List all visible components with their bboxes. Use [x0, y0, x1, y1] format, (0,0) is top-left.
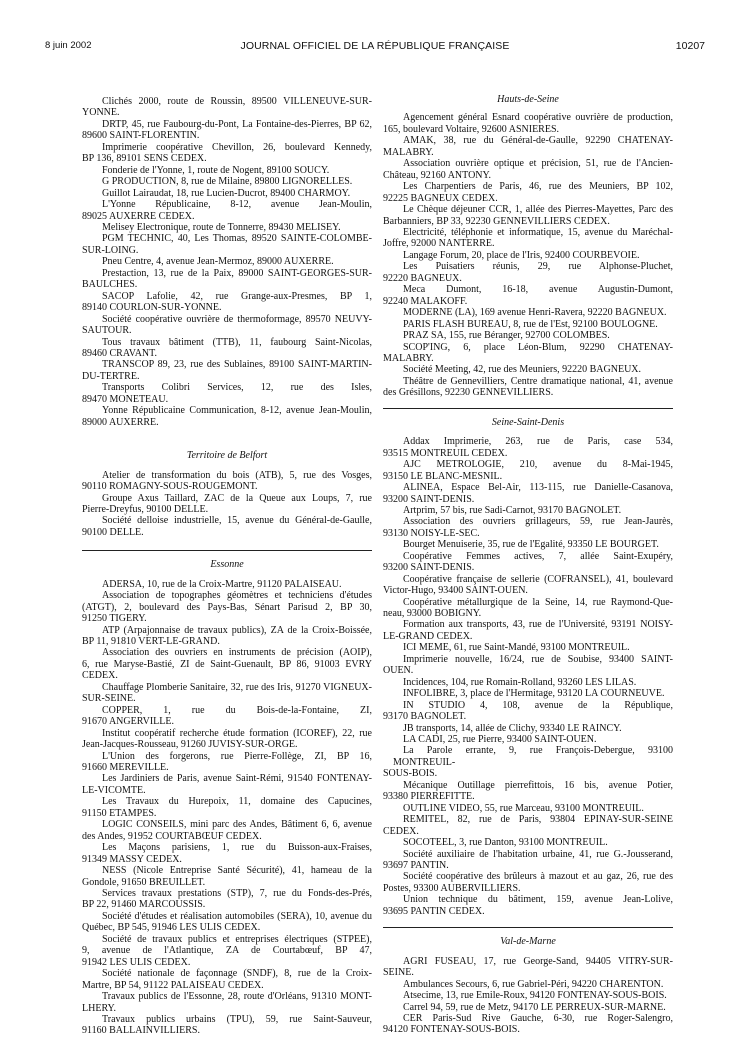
entry-line: IN STUDIO 4, 108, avenue de la République, — [403, 699, 673, 711]
directory-entry — [383, 158, 673, 181]
entry-line: ALINEA, Espace Bel-Air, 113-115, rue Danielle-Casanova, — [403, 482, 673, 494]
entry-line: 165, boulevard Voltaire, 92600 ASNIERES. — [383, 123, 560, 135]
directory-entry — [383, 642, 673, 653]
entry-line: Fonderie de l'Yonne, 1, route de Nogent, 89100 SOUCY. — [102, 164, 330, 176]
entry-line: L'Yonne Républicaine, 8-12, avenue Jean-Moulin, — [102, 199, 372, 211]
directory-entry — [82, 647, 372, 681]
directory-entry — [82, 382, 372, 405]
entry-line: Clichés 2000, route de Roussin, 89500 VILLENEUVE-SUR- — [102, 96, 372, 107]
entry-line: 91150 ETAMPES. — [82, 807, 157, 819]
entry-line: SUR-SEINE. — [82, 693, 136, 705]
entry-line: Société Meeting, 42, rue des Meuniers, 92220 BAGNEUX. — [403, 364, 642, 376]
entry-line: PGM TECHNIC, 40, Les Thomas, 89520 SAINTE-COLOMBE- — [102, 233, 372, 245]
directory-entry — [383, 181, 673, 204]
directory-entry — [383, 979, 673, 990]
entry-line: Québec, BP 545, 91946 LES ULIS CEDEX. — [82, 922, 261, 934]
directory-entry — [383, 654, 673, 677]
entry-line: 92240 MALAKOFF. — [383, 295, 468, 307]
entry-line: BP 136, 89101 SENS CEDEX. — [82, 153, 207, 165]
directory-entry — [82, 728, 372, 751]
entry-line: Pierre-Dreyfus, 90100 DELLE. — [82, 503, 209, 515]
entry-line: DU-TERTRE. — [82, 370, 140, 382]
directory-entry — [383, 1013, 673, 1036]
entry-line: Meca Dumont, 16-18, avenue Augustin-Dumont, — [403, 284, 673, 296]
entry-line: 91660 MEREVILLE. — [82, 762, 169, 774]
directory-entry — [82, 233, 372, 256]
entry-line: Association de topographes géomètres et techniciens d'études — [102, 590, 372, 602]
entry-line: Tous travaux bâtiment (TTB), 11, faubourg Saint-Nicolas, — [102, 336, 372, 348]
entry-line: des Andes, 91952 COURTABŒUF CEDEX. — [82, 830, 262, 842]
entry-line: 93200 SAINT-DENIS. — [383, 493, 475, 505]
entry-line: 90110 ROMAGNY-SOUS-ROUGEMONT. — [82, 481, 258, 493]
entry-line: Société coopérative ouvrière de thermoformage, 89570 NEUVY- — [102, 313, 372, 325]
entry-line: CEDEX. — [82, 670, 118, 682]
entry-line: OUTLINE VIDEO, 55, rue Marceau, 93100 MONTREUIL. — [403, 802, 644, 814]
entry-line: 89470 MONETEAU. — [82, 393, 169, 405]
directory-entry — [82, 515, 372, 538]
entry-line: Coopérative métallurgique de la Seine, 14, rue Raymond-Que- — [403, 596, 673, 608]
entry-line: TRANSCOP 89, 23, rue des Sublaines, 89100 SAINT-MARTIN- — [102, 359, 372, 371]
entry-line: Union technique du bâtiment, 159, avenue Jean-Lolive, — [403, 894, 673, 906]
entry-line: JB transports, 14, allée de Clichy, 93340 LE RAINCY. — [403, 722, 622, 734]
entry-line: Imprimerie nouvelle, 16/24, rue de Soubise, 93400 SAINT- — [403, 653, 673, 665]
entry-line: Ambulances Secours, 6, rue Gabriel-Péri, 94220 CHARENTON. — [403, 978, 664, 990]
entry-line: LA CADI, 25, rue Pierre, 93400 SAINT-OUEN. — [403, 734, 597, 746]
entry-line: Atsecime, 13, rue Emile-Roux, 94120 FONTENAY-SOUS-BOIS. — [403, 990, 667, 1002]
directory-entry — [383, 330, 673, 341]
entry-line: BP 11, 91810 VERT-LE-GRAND. — [82, 636, 220, 648]
entry-line: Mécanique Outillage pierrefittois, 16 bis, avenue Potier, — [403, 779, 673, 791]
entries-essonne — [82, 579, 372, 1037]
entry-line: Chauffage Plomberie Sanitaire, 32, rue des Iris, 91270 VIGNEUX- — [102, 681, 372, 693]
entry-line: AJC METROLOGIE, 210, avenue du 8-Mai-1945, — [403, 459, 673, 471]
entry-line: Association ouvrière optique et précision, 51, rue de l'Ancien- — [403, 158, 673, 170]
directory-entry — [82, 470, 372, 493]
entry-line: ADERSA, 10, rue de la Croix-Martre, 91120 PALAISEAU. — [102, 578, 342, 590]
directory-entry — [383, 376, 673, 399]
directory-entry — [383, 307, 673, 318]
directory-entry — [383, 482, 673, 505]
entry-line: 93695 PANTIN CEDEX. — [383, 905, 485, 917]
directory-entry — [82, 199, 372, 222]
entries-belfort — [82, 470, 372, 539]
entry-line: Imprimerie coopérative Chevillon, 26, boulevard Kennedy, — [102, 141, 372, 153]
entry-line: INFOLIBRE, 3, place de l'Hermitage, 93120 LA COURNEUVE. — [403, 688, 665, 700]
directory-entry — [383, 112, 673, 135]
directory-entry — [82, 751, 372, 774]
entry-line: Château, 92160 ANTONY. — [383, 169, 491, 181]
entry-line: Atelier de transformation du bois (ATB), 5, rue des Vosges, — [102, 469, 372, 481]
directory-entry — [82, 911, 372, 934]
entry-line: 91160 BALLAINVILLIERS. — [82, 1025, 200, 1037]
directory-entry — [82, 176, 372, 187]
entry-line: Les Jardiniers de Paris, avenue Saint-Rémi, 91540 FONTENAY- — [102, 773, 372, 785]
entry-line: Addax Imprimerie, 263, rue de Paris, case 534, — [403, 436, 673, 448]
entry-line: Association des ouvriers grillageurs, 59, rue Jean-Jaurès, — [403, 516, 673, 528]
directory-entry — [82, 819, 372, 842]
entry-line: SEINE. — [383, 967, 414, 979]
directory-entry — [82, 256, 372, 267]
entry-line: Victor-Hugo, 93400 SAINT-OUEN. — [383, 585, 528, 597]
entry-line: Martre, BP 54, 91122 PALAISEAU CEDEX. — [82, 979, 264, 991]
section-title-hauts-de-seine: Hauts-de-Seine — [497, 94, 559, 105]
entry-line: Melisey Electronique, route de Tonnerre, 89430 MELISEY. — [102, 221, 341, 233]
entry-line: 91942 LES ULIS CEDEX. — [82, 956, 191, 968]
issue-date: 8 juin 2002 — [45, 40, 92, 51]
directory-entry — [383, 837, 673, 848]
directory-entry — [383, 745, 673, 779]
directory-entry — [383, 677, 673, 688]
directory-entry — [383, 956, 673, 979]
directory-entry — [82, 359, 372, 382]
directory-entry — [383, 871, 673, 894]
directory-entry — [82, 119, 372, 142]
entry-line: 93515 MONTREUIL CEDEX. — [383, 447, 508, 459]
directory-entry — [383, 516, 673, 539]
directory-entry — [383, 619, 673, 642]
entry-line: 93697 PANTIN. — [383, 860, 449, 871]
entry-line: Travaux publics de l'Essonne, 28, route d'Orléans, 91310 MONT- — [102, 991, 372, 1003]
entries-yonne — [82, 96, 372, 428]
entry-line: SUR-LOING. — [82, 244, 139, 256]
entry-line: PARIS FLASH BUREAU, 8, rue de l'Est, 92100 BOULOGNE. — [403, 318, 658, 330]
entry-line: LE-VICOMTE. — [82, 784, 146, 796]
entry-line: MALABRY. — [383, 146, 434, 158]
entry-line: Groupe Axus Taillard, ZAC de la Queue aux Loups, 7, rue — [102, 492, 372, 504]
directory-entry — [82, 934, 372, 968]
directory-entry — [82, 337, 372, 360]
entry-line: Travaux publics urbains (TPU), 59, rue Saint-Sauveur, — [102, 1013, 372, 1025]
entry-line: Institut coopératif recherche étude formation (ICOREF), 22, rue — [102, 727, 372, 739]
entry-line: Les Travaux du Hurepoix, 11, domaine des Capucines, — [102, 796, 372, 808]
entry-line: CER Paris-Sud Rive Gauche, 6-30, rue Roger-Salengro, — [403, 1012, 673, 1024]
entry-line: Les Puisatiers réunis, 29, rue Alphonse-Pluchet, — [403, 261, 673, 273]
entry-line: Société d'études et réalisation automobiles (SERA), 10, avenue du — [102, 910, 372, 922]
page-header — [45, 40, 705, 54]
entry-line: Incidences, 104, rue Romain-Rolland, 93260 LES LILAS. — [403, 676, 637, 688]
entry-line: ATP (Arpajonnaise de travaux publics), ZA de la Croix-Boissée, — [102, 624, 372, 636]
entry-line: Prestaction, 13, rue de la Paix, 89000 SAINT-GEORGES-SUR- — [102, 267, 372, 279]
directory-entry — [82, 773, 372, 796]
directory-entry — [383, 135, 673, 158]
entry-line: Les Charpentiers de Paris, 46, rue des Meuniers, BP 102, — [403, 181, 673, 193]
entry-line: NESS (Nicole Entreprise Santé Sécurité), 41, hameau de la — [102, 865, 372, 877]
entry-line: SOUS-BOIS. — [383, 768, 438, 780]
entry-line: G PRODUCTION, 8, rue de Milaine, 89800 LIGNORELLES. — [102, 176, 353, 188]
directory-entry — [383, 551, 673, 574]
entry-line: 93170 BAGNOLET. — [383, 711, 467, 723]
entry-line: 92225 BAGNEUX CEDEX. — [383, 192, 498, 204]
directory-entry — [383, 780, 673, 803]
entry-line: (ATGT), 2, boulevard des Pays-Bas, Sénart Parisud 2, BP 30, — [82, 601, 372, 613]
directory-entry — [383, 723, 673, 734]
entry-line: COPPER, 1, rue du Bois-de-la-Fontaine, ZI, — [102, 704, 372, 716]
directory-entry — [82, 1014, 372, 1037]
directory-entry — [82, 625, 372, 648]
entry-line: Joffre, 92000 NANTERRE. — [383, 238, 495, 250]
directory-entry — [383, 849, 673, 872]
directory-entry — [82, 865, 372, 888]
entry-line: 93150 LE BLANC-MESNIL. — [383, 470, 503, 482]
entry-line: Théâtre de Gennevilliers, Centre dramatique national, 41, avenue — [403, 375, 673, 387]
entry-line: Association des ouvriers en instruments de précision (AOIP), — [102, 647, 372, 659]
section-title-val-de-marne: Val-de-Marne — [500, 936, 556, 948]
directory-entry — [383, 700, 673, 723]
entry-line: Carrel 94, 59, rue de Metz, 94170 LE PERREUX-SUR-MARNE. — [403, 1001, 666, 1013]
entry-line: L'Union des forgerons, rue Pierre-Follège, ZI, BP 16, — [102, 750, 372, 762]
entry-line: 89000 AUXERRE. — [82, 416, 159, 428]
directory-entry — [82, 142, 372, 165]
entry-line: Société coopérative des brûleurs à mazout et au gaz, 26, rue des — [403, 871, 673, 883]
directory-entry — [383, 803, 673, 814]
directory-entry — [383, 1002, 673, 1013]
entry-line: MALABRY. — [383, 352, 434, 364]
entry-line: ICI MEME, 61, rue Saint-Mandé, 93100 MONTREUIL. — [403, 642, 630, 654]
entry-line: AMAK, 38, rue du Général-de-Gaulle, 92290 CHATENAY- — [403, 135, 673, 147]
directory-entry — [383, 894, 673, 917]
directory-entry — [82, 291, 372, 314]
directory-entry — [82, 991, 372, 1014]
entry-line: Jean-Jacques-Rousseau, 91260 JUVISY-SUR-ORGE. — [82, 739, 298, 751]
entry-line: 90100 DELLE. — [82, 526, 144, 538]
directory-entry — [82, 590, 372, 624]
entry-line: La Parole errante, 9, rue François-Debergue, 93100 MONTREUIL- — [393, 745, 673, 768]
entry-line: Artprim, 57 bis, rue Sadi-Carnot, 93170 BAGNOLET. — [403, 504, 622, 516]
directory-entry — [82, 314, 372, 337]
entry-line: DRTP, 45, rue Faubourg-du-Pont, La Fontaine-des-Pierres, BP 62, — [102, 118, 372, 130]
right-column — [383, 94, 673, 1036]
page-number: 10207 — [675, 40, 705, 52]
directory-entry — [82, 842, 372, 865]
directory-entry — [383, 204, 673, 227]
directory-entry — [383, 597, 673, 620]
entry-line: SACOP Lafolie, 42, rue Grange-aux-Presmes, BP 1, — [102, 290, 372, 302]
entry-line: Société delloise industrielle, 15, avenue du Général-de-Gaulle, — [102, 515, 372, 527]
entry-line: 89600 SAINT-FLORENTIN. — [82, 130, 200, 142]
directory-entry — [82, 682, 372, 705]
entry-line: 93380 PIERREFITTE. — [383, 791, 475, 803]
entry-line: SCOP'ING, 6, place Léon-Blum, 92290 CHATENAY- — [403, 341, 673, 353]
entry-line: Pneu Centre, 4, avenue Jean-Mermoz, 89000 AUXERRE. — [102, 256, 334, 268]
entry-line: 91250 TIGERY. — [82, 613, 147, 625]
directory-entry — [383, 990, 673, 1001]
entry-line: 6, rue Maryse-Bastié, ZI de Saint-Guenault, BP 86, 91003 EVRY — [82, 658, 372, 670]
entry-line: 91670 ANGERVILLE. — [82, 716, 174, 728]
directory-entry — [383, 539, 673, 550]
directory-entry — [82, 968, 372, 991]
entry-line: LHERY. — [82, 1002, 116, 1014]
directory-entry — [82, 705, 372, 728]
entry-line: Electricité, téléphonie et informatique, 15, avenue du Maréchal- — [403, 226, 673, 238]
entry-line: PRAZ SA, 155, rue Béranger, 92700 COLOMBES. — [403, 330, 610, 342]
entry-line: Langage Forum, 20, place de l'Iris, 92400 COURBEVOIE. — [403, 249, 640, 261]
directory-entry — [383, 342, 673, 365]
entry-line: Gondole, 91650 BREUILLET. — [82, 876, 206, 888]
entry-line: CEDEX. — [383, 825, 419, 837]
entries-val-de-marne — [383, 956, 673, 1036]
entry-line: Le Chèque déjeuner CCR, 1, allée des Pierres-Mayettes, Parc des — [403, 204, 673, 216]
directory-entry — [82, 222, 372, 233]
entry-line: SOCOTEEL, 3, rue Danton, 93100 MONTREUIL. — [403, 837, 608, 849]
directory-entry — [383, 261, 673, 284]
entry-line: Coopérative Femmes actives, 7, allée Saint-Exupéry, — [403, 550, 673, 562]
entry-line: Services travaux prestations (STP), 7, rue du Fonds-des-Prés, — [102, 888, 372, 899]
entry-line: Les Maçons parisiens, 1, rue du Buisson-aux-Fraises, — [102, 842, 372, 854]
entry-line: Transports Colibri Services, 12, rue des Isles, — [102, 382, 372, 394]
directory-entry — [82, 796, 372, 819]
section-title-seine-saint-denis: Seine-Saint-Denis — [491, 416, 565, 428]
entry-line: neau, 93000 BOBIGNY. — [383, 608, 482, 620]
entry-line: Barbanniers, BP 33, 92230 GENNEVILLIERS CEDEX. — [383, 215, 610, 227]
entry-line: AGRI FUSEAU, 17, rue George-Sand, 94405 VITRY-SUR- — [403, 955, 673, 967]
directory-entry — [383, 688, 673, 699]
directory-entry — [383, 250, 673, 261]
entry-line: 94120 FONTENAY-SOUS-BOIS. — [383, 1024, 520, 1036]
section-title-essonne: Essonne — [210, 559, 244, 571]
journal-title: JOURNAL OFFICIEL DE LA RÉPUBLIQUE FRANÇAISE — [240, 40, 510, 52]
left-column — [82, 96, 372, 1037]
directory-entry — [82, 888, 372, 911]
entry-line: Société auxiliaire de l'habitation urbaine, 41, rue G.-Jousserand, — [403, 848, 673, 860]
directory-entry — [383, 284, 673, 307]
entry-line: Société nationale de façonnage (SNDF), 8, rue de la Croix- — [102, 968, 372, 980]
entry-line: Coopérative française de sellerie (COFRANSEL), 41, boulevard — [403, 573, 673, 585]
directory-entry — [82, 268, 372, 291]
entry-line: 93200 SAINT-DENIS. — [383, 562, 475, 574]
directory-entry — [82, 493, 372, 516]
entry-line: Yonne Républicaine Communication, 8-12, avenue Jean-Moulin, — [102, 405, 372, 417]
entry-line: LE-GRAND CEDEX. — [383, 630, 473, 642]
entry-line: Société de travaux publics et entreprises électriques (STPEE), — [102, 933, 372, 945]
entry-line: OUEN. — [383, 665, 414, 677]
entry-line: des Grésillons, 92230 GENNEVILLIERS. — [383, 387, 554, 399]
directory-entry — [383, 319, 673, 330]
directory-entry — [383, 814, 673, 837]
entry-line: 89025 AUXERRE CEDEX. — [82, 210, 195, 222]
entry-line: 91349 MASSY CEDEX. — [82, 853, 182, 865]
entry-line: 9, avenue de l'Atlantique, ZA de Courtabœuf, BP 47, — [82, 945, 372, 957]
directory-entry — [82, 165, 372, 176]
directory-entry — [383, 459, 673, 482]
directory-entry — [383, 436, 673, 459]
entry-line: YONNE. — [82, 107, 120, 119]
directory-entry — [383, 734, 673, 745]
entry-line: 89140 COURLON-SUR-YONNE. — [82, 302, 222, 314]
entry-line: 92220 BAGNEUX. — [383, 272, 462, 284]
directory-entry — [82, 579, 372, 590]
entries-seine-saint-denis — [383, 436, 673, 917]
entry-line: Bourget Menuiserie, 35, rue de l'Egalité, 93350 LE BOURGET. — [403, 539, 659, 551]
directory-entry — [82, 405, 372, 428]
directory-entry — [82, 188, 372, 199]
entry-line: Formation aux transports, 43, rue de l'Université, 93191 NOISY- — [403, 619, 673, 631]
entry-line: BAULCHES. — [82, 279, 138, 291]
entry-line: BP 22, 91460 MARCOUSSIS. — [82, 899, 206, 911]
entry-line: SAUTOUR. — [82, 325, 132, 337]
entry-line: MODERNE (LA), 169 avenue Henri-Ravera, 92220 BAGNEUX. — [403, 307, 667, 319]
entry-line: Postes, 93300 AUBERVILLIERS. — [383, 882, 521, 894]
directory-entry — [383, 574, 673, 597]
section-title-belfort: Territoire de Belfort — [186, 450, 268, 462]
directory-entry — [383, 505, 673, 516]
entry-line: Guillot Lairaudat, 18, rue Lucien-Ducrot, 89400 CHARMOY. — [102, 187, 351, 199]
directory-entry — [82, 96, 372, 119]
directory-entry — [383, 364, 673, 375]
entry-line: Agencement général Esnard coopérative ouvrière de production, — [403, 112, 673, 124]
entry-line: REMITEL, 82, rue de Paris, 93804 EPINAY-SUR-SEINE — [403, 814, 673, 826]
entry-line: 89460 CRAVANT. — [82, 347, 158, 359]
entry-line: LOGIC CONSEILS, mini parc des Andes, Bâtiment 6, 6, avenue — [102, 819, 372, 831]
directory-entry — [383, 227, 673, 250]
entry-line: 93130 NOISY-LE-SEC. — [383, 527, 480, 539]
entries-hauts-de-seine — [383, 112, 673, 398]
